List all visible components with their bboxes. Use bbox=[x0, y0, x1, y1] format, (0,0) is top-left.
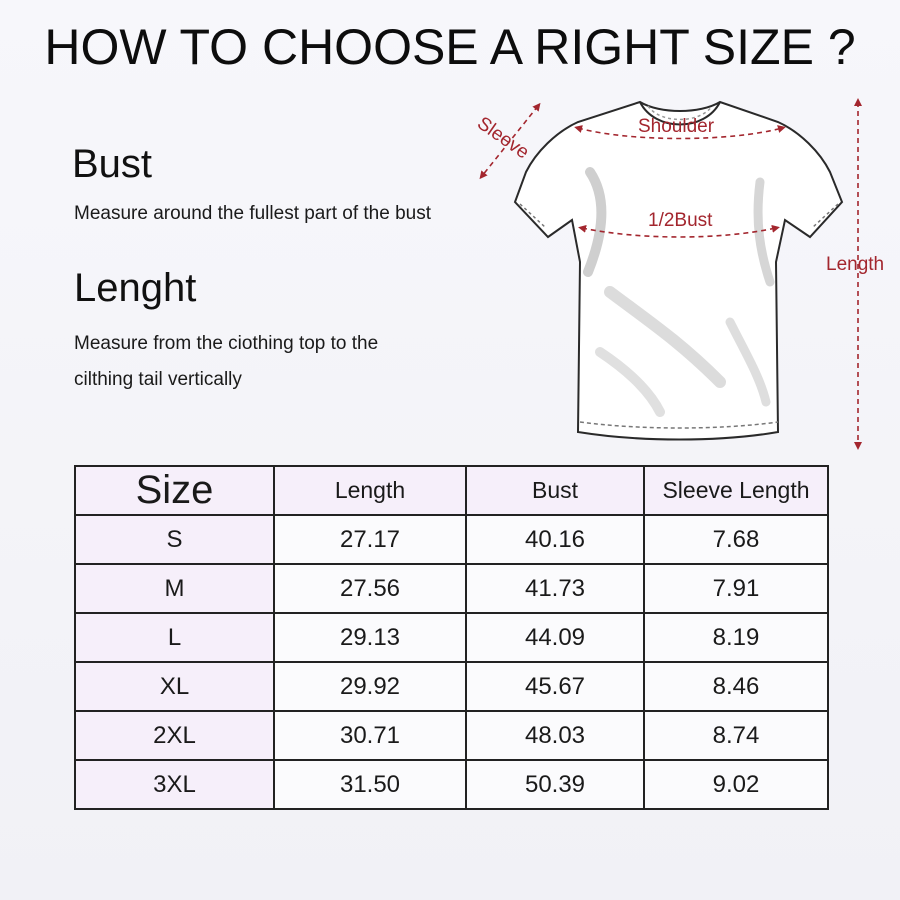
cell-length: 31.50 bbox=[274, 760, 466, 809]
length-label: Length bbox=[826, 254, 885, 275]
cell-bust: 41.73 bbox=[466, 564, 644, 613]
cell-sleeve-length: 8.46 bbox=[644, 662, 828, 711]
tshirt-diagram bbox=[460, 92, 900, 462]
header-length: Length bbox=[274, 466, 466, 515]
length-description-line-2: cilthing tail vertically bbox=[74, 369, 242, 390]
table-row bbox=[75, 515, 828, 564]
tshirt-illustration bbox=[460, 92, 900, 462]
cell-length: 29.92 bbox=[274, 662, 466, 711]
table-row bbox=[75, 760, 828, 809]
cell-size: 2XL bbox=[75, 711, 274, 760]
cell-sleeve-length: 7.91 bbox=[644, 564, 828, 613]
table-row bbox=[75, 662, 828, 711]
bust-label: 1/2Bust bbox=[648, 210, 713, 231]
cell-length: 30.71 bbox=[274, 711, 466, 760]
tshirt-outline bbox=[515, 102, 842, 440]
header-sleeve-length: Sleeve Length bbox=[644, 466, 828, 515]
cell-sleeve-length: 7.68 bbox=[644, 515, 828, 564]
cell-sleeve-length: 8.74 bbox=[644, 711, 828, 760]
table-row bbox=[75, 613, 828, 662]
cell-length: 27.56 bbox=[274, 564, 466, 613]
cell-bust: 48.03 bbox=[466, 711, 644, 760]
cell-bust: 45.67 bbox=[466, 662, 644, 711]
size-chart-table bbox=[74, 465, 829, 810]
header-bust: Bust bbox=[466, 466, 644, 515]
cell-size: S bbox=[75, 515, 274, 564]
cell-bust: 44.09 bbox=[466, 613, 644, 662]
length-description bbox=[74, 326, 494, 398]
cell-bust: 40.16 bbox=[466, 515, 644, 564]
length-heading: Lenght bbox=[74, 266, 197, 310]
cell-size: M bbox=[75, 564, 274, 613]
table-row bbox=[75, 564, 828, 613]
table-header-row bbox=[75, 466, 828, 515]
header-size: Size bbox=[75, 466, 274, 515]
bust-heading: Bust bbox=[72, 142, 153, 186]
length-description-line-1: Measure from the ciothing top to the bbox=[74, 333, 379, 354]
cell-sleeve-length: 8.19 bbox=[644, 613, 828, 662]
cell-sleeve-length: 9.02 bbox=[644, 760, 828, 809]
cell-size: L bbox=[75, 613, 274, 662]
page-title: HOW TO CHOOSE A RIGHT SIZE ? bbox=[44, 19, 856, 75]
cell-size: 3XL bbox=[75, 760, 274, 809]
sleeve-label: Sleeve bbox=[473, 112, 533, 164]
bust-description: Measure around the fullest part of the bust bbox=[74, 203, 431, 224]
shoulder-label: Shoulder bbox=[638, 116, 715, 137]
cell-length: 29.13 bbox=[274, 613, 466, 662]
cell-size: XL bbox=[75, 662, 274, 711]
cell-length: 27.17 bbox=[274, 515, 466, 564]
table-row bbox=[75, 711, 828, 760]
cell-bust: 50.39 bbox=[466, 760, 644, 809]
